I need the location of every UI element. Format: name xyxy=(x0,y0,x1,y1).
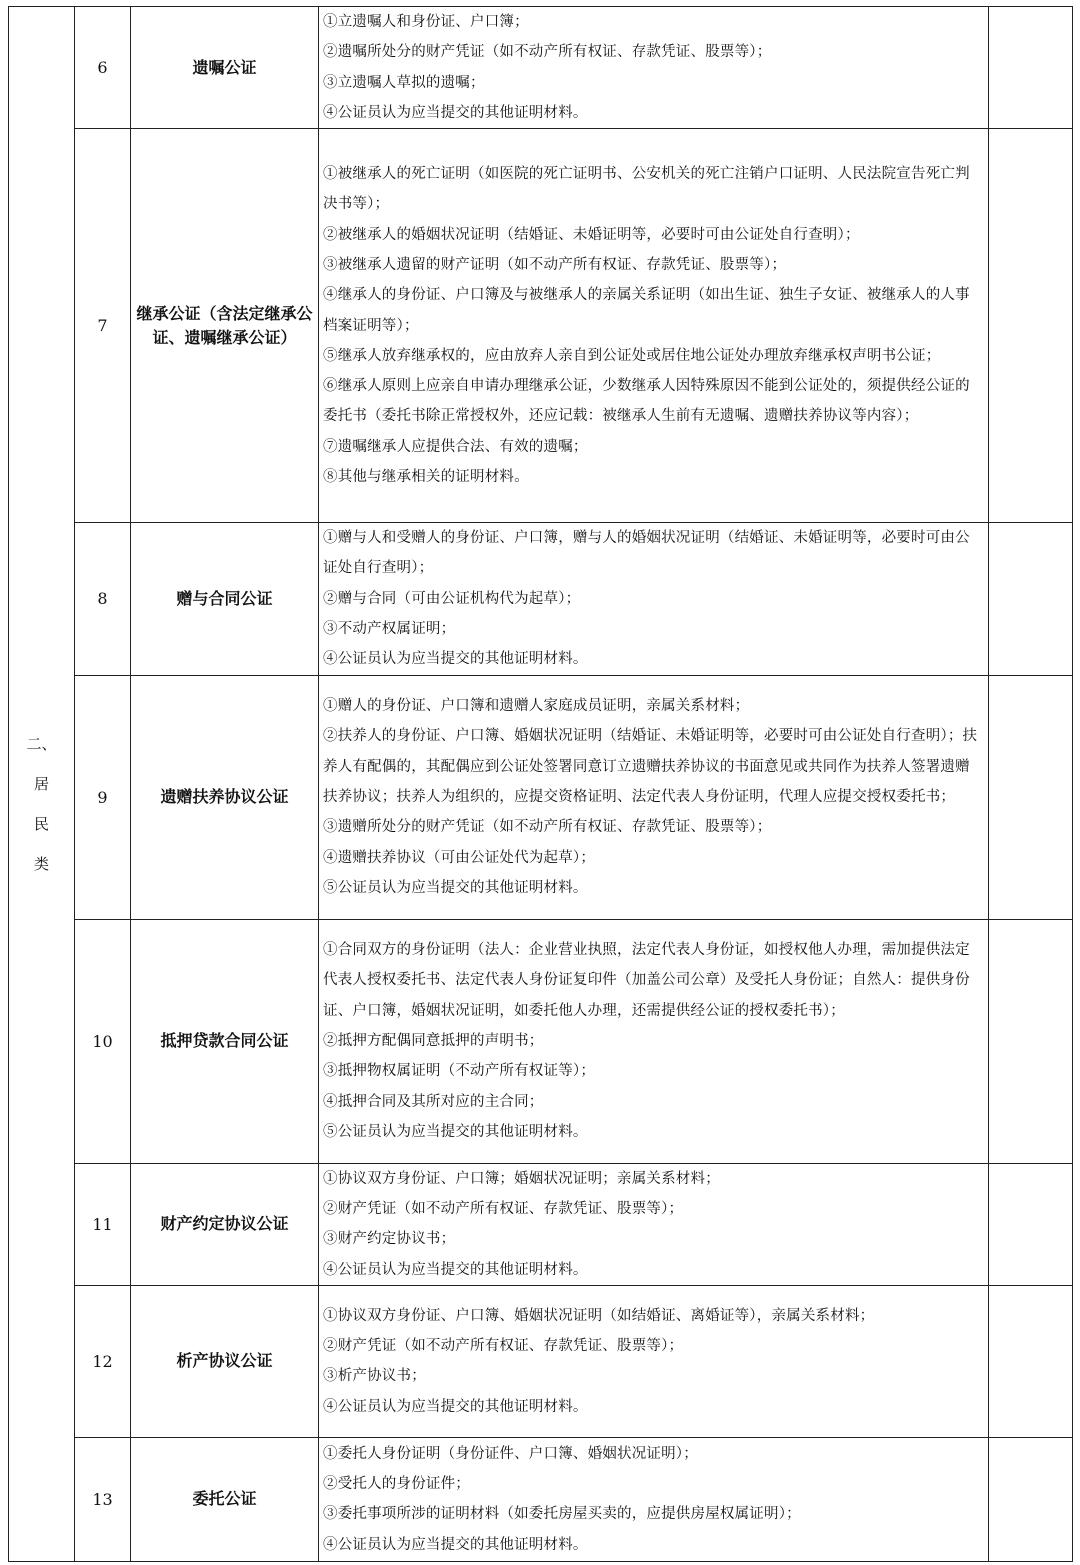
notary-item-name: 赠与合同公证 xyxy=(131,523,319,675)
material-item: ③析产协议书； xyxy=(323,1368,426,1385)
table-body xyxy=(9,7,1073,1562)
material-item: ③不动产权属证明； xyxy=(323,621,456,638)
material-item: ③委托事项所涉的证明材料（如委托房屋买卖的，应提供房屋权属证明）； xyxy=(323,1506,801,1523)
material-item: ①立遗嘱人和身份证、户口簿； xyxy=(323,14,529,30)
remarks-cell xyxy=(989,1163,1073,1285)
material-item: ④继承人的身份证、户口簿及与被继承人的亲属关系证明（如出生证、独生子女证、被继承人的人事档案证明等）； xyxy=(323,287,970,334)
notary-item-name: 委托公证 xyxy=(131,1437,319,1561)
category-char: 类 xyxy=(33,854,49,873)
material-item: ②赠与合同（可由公证机构代为起草）； xyxy=(323,590,581,607)
material-item: ②被继承人的婚姻状况证明（结婚证、未婚证明等，必要时可由公证处自行查明）； xyxy=(323,226,860,243)
notary-item-name: 抵押贷款合同公证 xyxy=(131,919,319,1163)
material-item: ②扶养人的身份证、户口簿、婚姻状况证明（结婚证、未婚证明等，必要时可由公证处自行查明）；扶养人有配偶的，其配偶应到公证处签署同意订立遗赠扶养协议的书面意见或共同作为扶养人签署遗赠扶养协议；扶养人为组织的，应提交资格证明、法定代表人身份证明，代理人应提交授权委托书； xyxy=(323,728,978,806)
material-item: ①被继承人的死亡证明（如医院的死亡证明书、公安机关的死亡注销户口证明、人民法院宣告死亡判决书等）； xyxy=(323,166,970,213)
material-item: ①委托人身份证明（身份证件、户口簿、婚姻状况证明）； xyxy=(323,1445,698,1462)
material-item: ②抵押方配偶同意抵押的声明书； xyxy=(323,1033,544,1050)
required-materials xyxy=(319,1437,989,1561)
table-row xyxy=(9,1437,1073,1561)
remarks-cell xyxy=(989,523,1073,675)
material-item: ⑥继承人原则上应亲自申请办理继承公证，少数继承人因特殊原因不能到公证处的，须提供经公证的委托书（委托书除正常授权外，还应记载：被继承人生前有无遗嘱、遗赠扶养协议等内容）； xyxy=(323,378,970,425)
material-item: ①合同双方的身份证明（法人：企业营业执照，法定代表人身份证，如授权他人办理，需加提供法定代表人授权委托书、法定代表人身份证复印件（加盖公司公章）及受托人身份证；自然人：提供身份证、户口簿，婚姻状况证明，如委托他人办理，还需提供经公证的授权委托书）； xyxy=(323,942,970,1019)
notary-item-name: 析产协议公证 xyxy=(131,1285,319,1437)
remarks-cell xyxy=(989,7,1073,129)
table-row xyxy=(9,129,1073,523)
required-materials xyxy=(319,675,989,919)
notary-item-name: 遗赠扶养协议公证 xyxy=(131,675,319,919)
row-number: 12 xyxy=(75,1285,131,1437)
material-item: ⑤继承人放弃继承权的，应由放弃人亲自到公证处或居住地公证处办理放弃继承权声明书公证； xyxy=(323,347,941,364)
material-item: ③财产约定协议书； xyxy=(323,1231,456,1248)
material-item: ③遗赠所处分的财产凭证（如不动产所有权证、存款凭证、股票等）； xyxy=(323,819,772,836)
row-number: 13 xyxy=(75,1437,131,1561)
material-item: ①协议双方身份证、户口簿、婚姻状况证明（如结婚证、离婚证等），亲属关系材料； xyxy=(323,1307,875,1324)
required-materials xyxy=(319,919,989,1163)
row-number: 9 xyxy=(75,675,131,919)
table-row xyxy=(9,1163,1073,1285)
category-char: 二、 xyxy=(26,734,57,753)
notary-item-name: 继承公证（含法定继承公证、遗嘱继承公证） xyxy=(131,129,319,523)
row-number: 8 xyxy=(75,523,131,675)
remarks-cell xyxy=(989,129,1073,523)
row-number: 6 xyxy=(75,7,131,129)
required-materials xyxy=(319,7,989,129)
remarks-cell xyxy=(989,1437,1073,1561)
table-row xyxy=(9,675,1073,919)
material-item: ③被继承人遗留的财产证明（如不动产所有权证、存款凭证、股票等）； xyxy=(323,256,787,273)
material-item: ①协议双方身份证、户口簿；婚姻状况证明；亲属关系材料； xyxy=(323,1170,720,1187)
category-char: 民 xyxy=(33,814,49,833)
table-row xyxy=(9,7,1073,129)
row-number: 11 xyxy=(75,1163,131,1285)
category-char: 居 xyxy=(33,774,49,793)
material-item: ⑤公证员认为应当提交的其他证明材料。 xyxy=(323,879,588,896)
material-item: ④公证员认为应当提交的其他证明材料。 xyxy=(323,651,588,668)
material-item: ③抵押物权属证明（不动产所有权证等）； xyxy=(323,1063,596,1080)
material-item: ④遗赠扶养协议（可由公证处代为起草）； xyxy=(323,849,596,866)
material-item: ⑤公证员认为应当提交的其他证明材料。 xyxy=(323,1123,588,1140)
material-item: ②受托人的身份证件； xyxy=(323,1476,470,1493)
material-item: ②财产凭证（如不动产所有权证、存款凭证、股票等）； xyxy=(323,1338,684,1355)
required-materials xyxy=(319,1285,989,1437)
remarks-cell xyxy=(989,1285,1073,1437)
notary-materials-table-container xyxy=(8,6,1072,1562)
material-item: ①赠与人和受赠人的身份证、户口簿，赠与人的婚姻状况证明（结婚证、未婚证明等，必要时可由公证处自行查明）； xyxy=(323,530,970,577)
remarks-cell xyxy=(989,919,1073,1163)
material-item: ④公证员认为应当提交的其他证明材料。 xyxy=(323,104,588,121)
notary-item-name: 遗嘱公证 xyxy=(131,7,319,129)
remarks-cell xyxy=(989,675,1073,919)
material-item: ④公证员认为应当提交的其他证明材料。 xyxy=(323,1398,588,1415)
notary-item-name: 财产约定协议公证 xyxy=(131,1163,319,1285)
required-materials xyxy=(319,1163,989,1285)
row-number: 7 xyxy=(75,129,131,523)
required-materials xyxy=(319,129,989,523)
material-item: ②财产凭证（如不动产所有权证、存款凭证、股票等）； xyxy=(323,1200,684,1217)
material-item: ①赠人的身份证、户口簿和遗赠人家庭成员证明，亲属关系材料； xyxy=(323,698,750,715)
required-materials xyxy=(319,523,989,675)
material-item: ②遗嘱所处分的财产凭证（如不动产所有权证、存款凭证、股票等）； xyxy=(323,44,772,61)
table-row xyxy=(9,1285,1073,1437)
category-cell xyxy=(9,7,75,1562)
material-item: ④抵押合同及其所对应的主合同； xyxy=(323,1093,544,1110)
material-item: ⑧其他与继承相关的证明材料。 xyxy=(323,469,529,486)
row-number: 10 xyxy=(75,919,131,1163)
table-row xyxy=(9,919,1073,1163)
material-item: ③立遗嘱人草拟的遗嘱； xyxy=(323,74,485,91)
material-item: ⑦遗嘱继承人应提供合法、有效的遗嘱； xyxy=(323,438,588,455)
table-row xyxy=(9,523,1073,675)
notary-materials-table xyxy=(8,6,1073,1562)
material-item: ④公证员认为应当提交的其他证明材料。 xyxy=(323,1261,588,1278)
material-item: ④公证员认为应当提交的其他证明材料。 xyxy=(323,1536,588,1553)
